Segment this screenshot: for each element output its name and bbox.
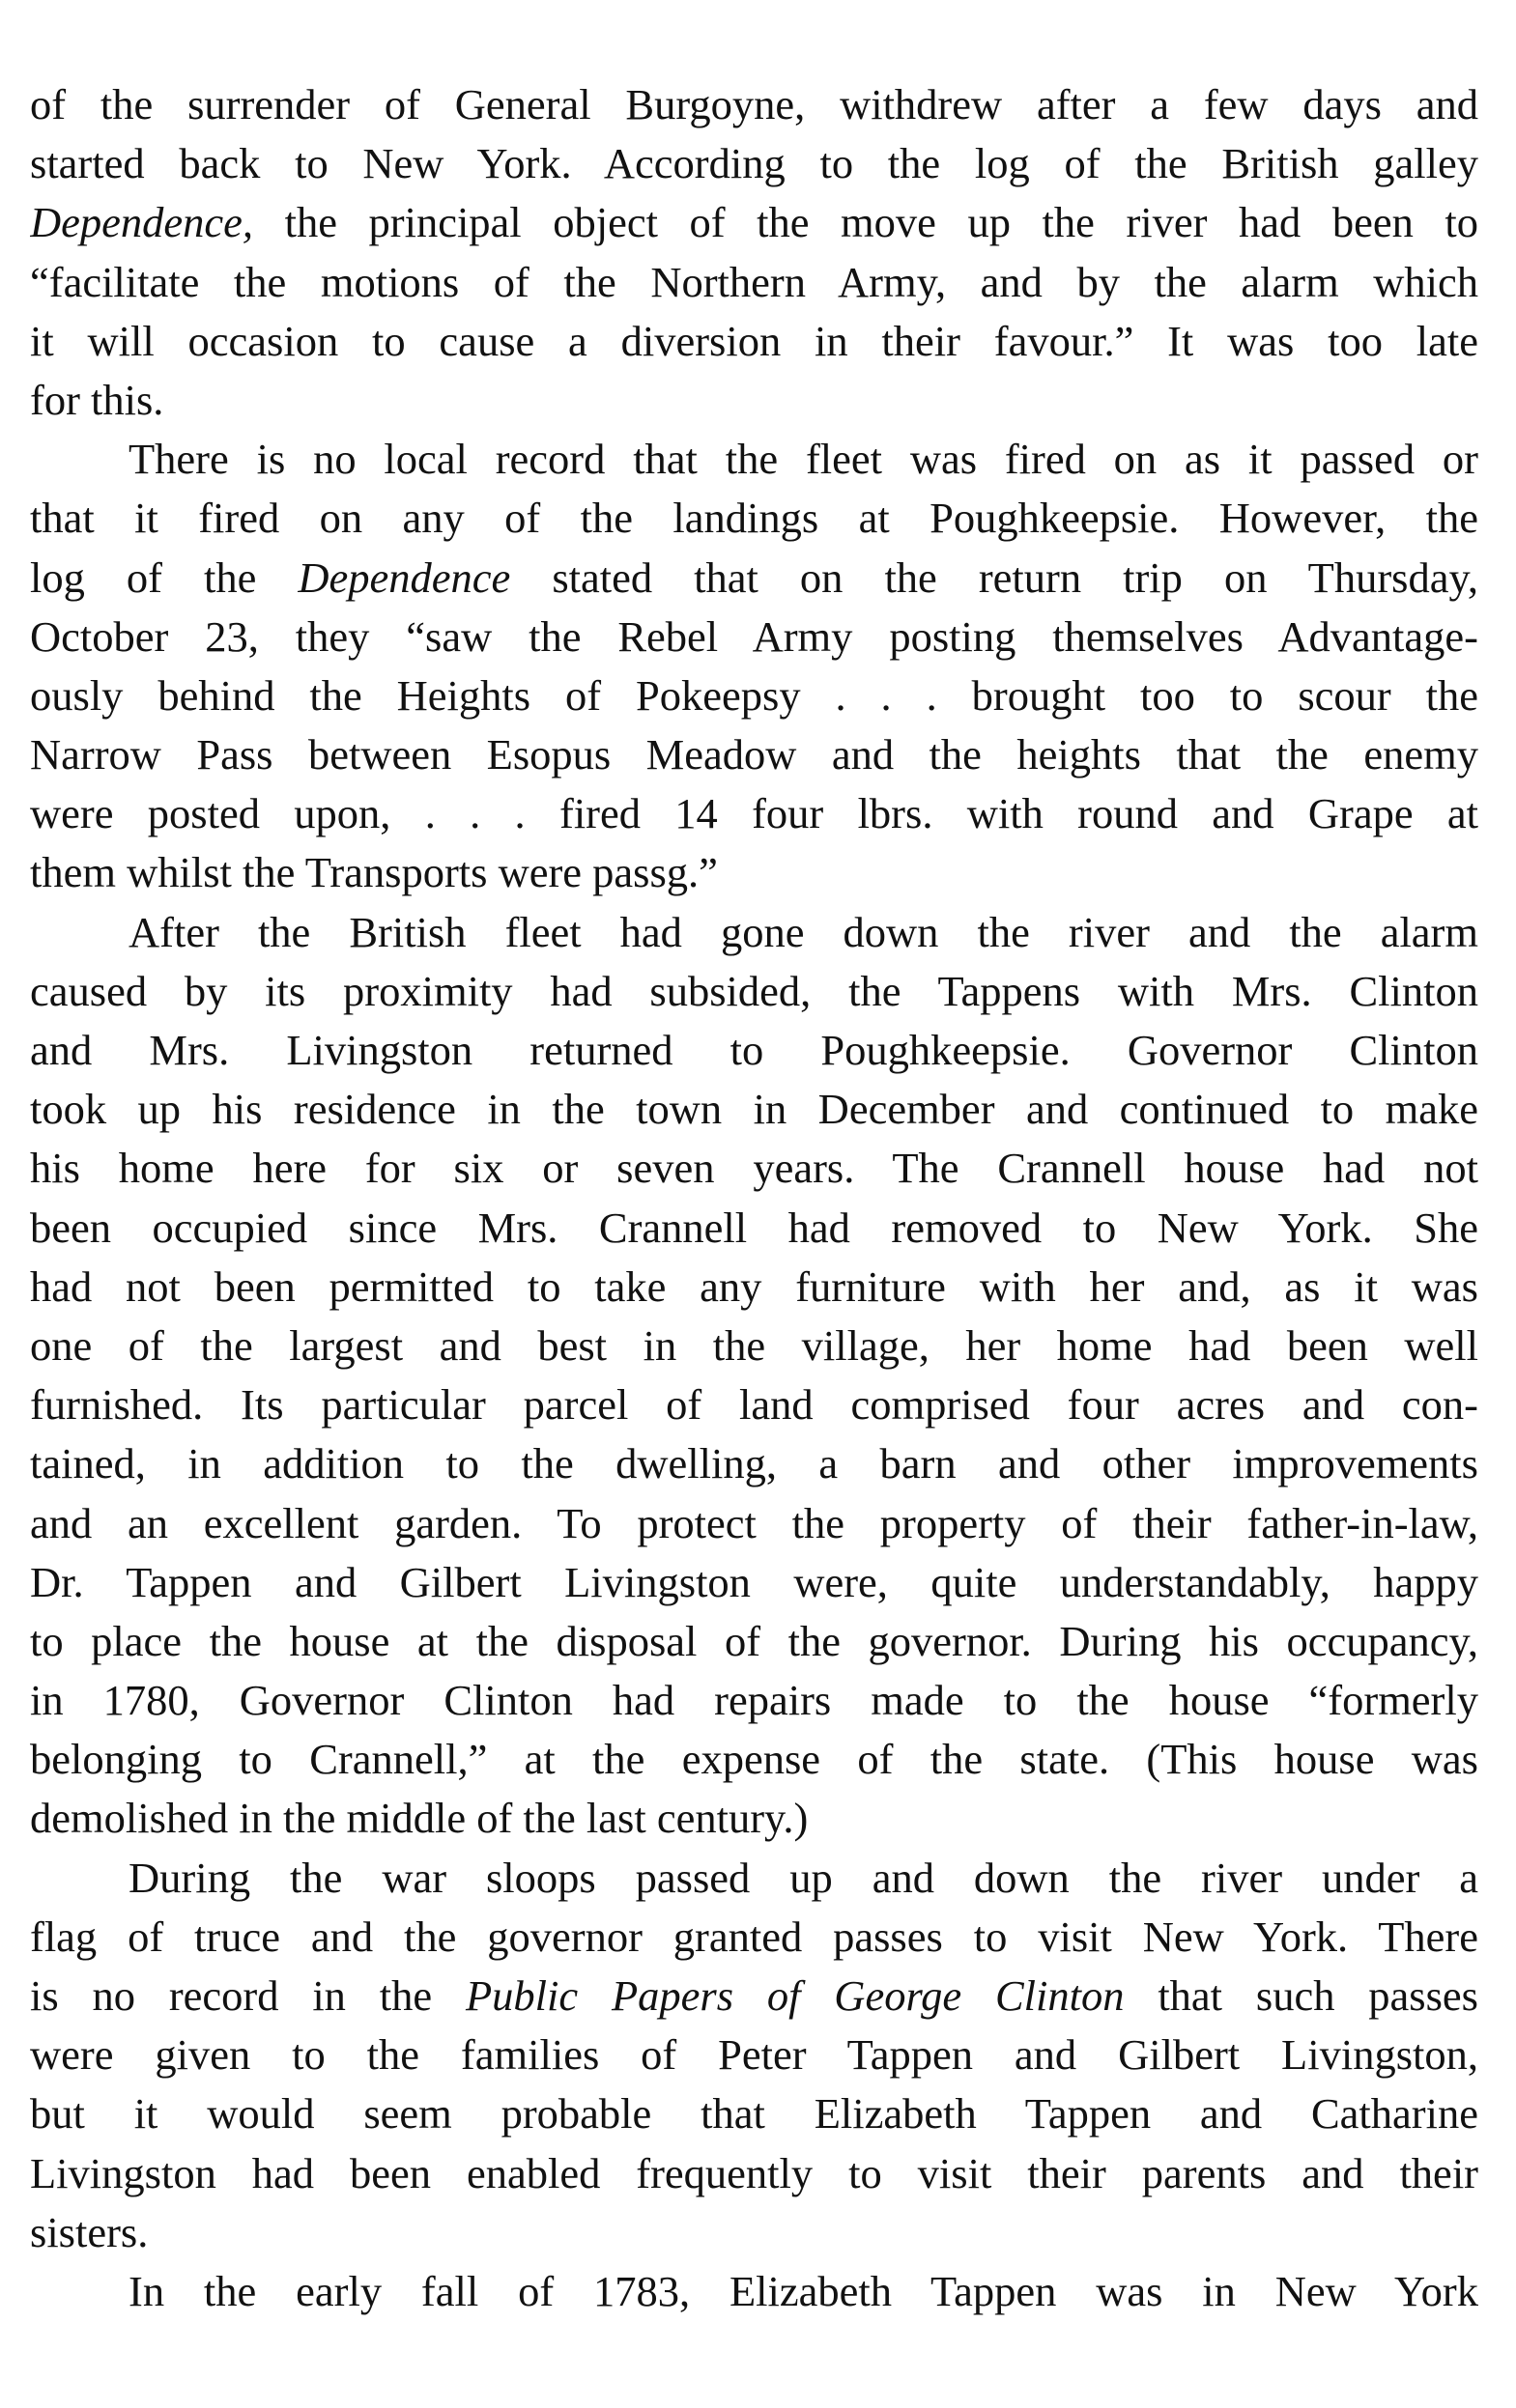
text-line: October 23, they “saw the Rebel Army posting themselves Advantage-	[30, 611, 1478, 661]
book-page-text	[30, 75, 1478, 2321]
italic-title: Dependence,	[30, 198, 254, 247]
text-line: After the British fleet had gone down the river and the alarm	[129, 907, 1478, 956]
text-line: During the war sloops passed up and down the river under a	[129, 1853, 1478, 1902]
text-line: Narrow Pass between Esopus Meadow and the heights that the enemy	[30, 730, 1478, 779]
text-line: ously behind the Heights of Pokeepsy . . . brought too to scour the	[30, 670, 1478, 720]
text-line: were given to the families of Peter Tappen and Gilbert Livingston,	[30, 2030, 1478, 2080]
text-line: and Mrs. Livingston returned to Poughkeepsie. Governor Clinton	[30, 1026, 1478, 1074]
text-line: Livingston had been enabled frequently to visit their parents and their	[30, 2148, 1478, 2197]
text-line: were posted upon, . . . fired 14 four lbrs. with round and Grape at	[30, 789, 1478, 838]
text-line: In the early fall of 1783, Elizabeth Tappen was in New York	[129, 2266, 1478, 2315]
text-line: and an excellent garden. To protect the property of their father-in-law,	[30, 1498, 1478, 1547]
text-line: Dr. Tappen and Gilbert Livingston were, quite understandably, happy	[30, 1557, 1478, 1606]
text-line: took up his residence in the town in December and continued to make	[30, 1085, 1478, 1134]
italic-title: Dependence	[298, 552, 511, 602]
text-line: sisters.	[30, 2207, 149, 2256]
text-line: to place the house at the disposal of the governor. During his occupancy,	[30, 1616, 1478, 1665]
text-line: in 1780, Governor Clinton had repairs made to the house “formerly	[30, 1676, 1478, 1725]
text-line: been occupied since Mrs. Crannell had removed to New York. She	[30, 1203, 1478, 1252]
text-line: tained, in addition to the dwelling, a barn and other improvements	[30, 1439, 1478, 1488]
text-line: started back to New York. According to the log of the British galley	[30, 139, 1478, 188]
text-line: demolished in the middle of the last century.)	[30, 1794, 809, 1843]
text-line: that it fired on any of the landings at Poughkeepsie. However, the	[30, 494, 1478, 543]
text-line: Dependence, the principal object of the move up the river had been to	[30, 198, 1478, 247]
text-line: had not been permitted to take any furniture with her and, as it was	[30, 1261, 1478, 1311]
text-line: one of the largest and best in the village, her home had been well	[30, 1320, 1478, 1370]
text-line: furnished. Its particular parcel of land comprised four acres and con-	[30, 1380, 1478, 1430]
text-line: but it would seem probable that Elizabeth Tappen and Catharine	[30, 2089, 1478, 2139]
text-line: “facilitate the motions of the Northern Army, and by the alarm which	[30, 257, 1478, 306]
text-line: his home here for six or seven years. The Crannell house had not	[30, 1144, 1478, 1193]
text-line: for this.	[30, 375, 164, 424]
text-line: of the surrender of General Burgoyne, withdrew after a few days and	[30, 80, 1478, 128]
text-line: caused by its proximity had subsided, the Tappens with Mrs. Clinton	[30, 966, 1478, 1015]
text-line: There is no local record that the fleet was fired on as it passed or	[129, 435, 1478, 484]
italic-title: Public Papers of George Clinton	[465, 1971, 1125, 2020]
text-line: belonging to Crannell,” at the expense of the state. (This house was	[30, 1735, 1478, 1784]
text-line: it will occasion to cause a diversion in their favour.” It was too late	[30, 316, 1478, 365]
text-line: flag of truce and the governor granted passes to visit New York. There	[30, 1912, 1478, 1961]
text-line: is no record in the Public Papers of George Clinton that such passes	[30, 1971, 1478, 2020]
text-line: them whilst the Transports were passg.”	[30, 848, 718, 897]
text-line: log of the Dependence stated that on the return trip on Thursday,	[30, 552, 1478, 602]
